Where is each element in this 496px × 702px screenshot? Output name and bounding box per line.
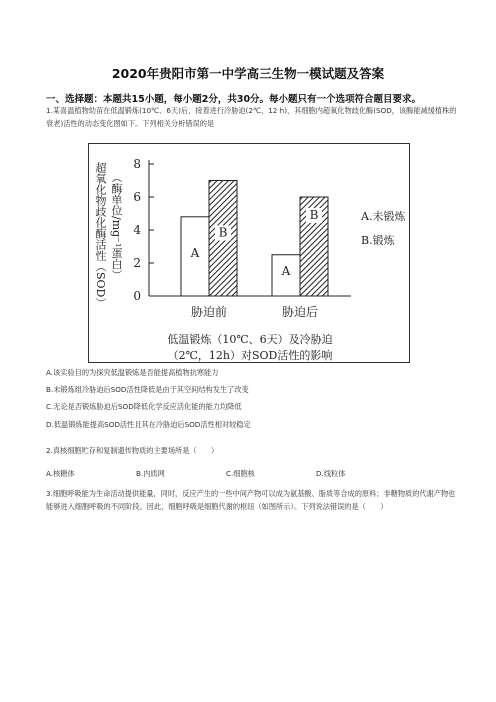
x-category-label: 胁迫前 [190,305,228,319]
bar-chart [89,144,409,362]
q2-options [46,469,466,481]
q1-option-d: D.低温锻炼能提高SOD活性且其在冷胁迫后SOD活性相对较稳定 [46,420,251,429]
bar-label: A [281,263,291,278]
y-tick-label: 0 [133,289,141,303]
chart-ylabel-line1: 超氧化物歧化酶活性（SOD） [94,162,107,309]
question-3-stem: 3.细胞呼吸能为生命活动提供能量，同时，反应产生的一些中间产物可以成为氨基酸、脂质等合成的原料；非糖物质的代谢产物也能够进入细胞呼吸的不同阶段。因此，细胞呼吸是细胞代谢的枢纽（如图所示）。下列说法错误的是（ ） [46,489,456,512]
q2-option-b: B.内质网 [136,469,165,478]
q2-option-a: A.核糖体 [46,469,75,478]
chart-ylabel-line2: （酶单位/mg⁻¹蛋白） [110,172,123,281]
y-tick-label: 6 [133,190,141,204]
legend-item-unexercised: A.未锻炼 [361,210,406,223]
q1-option-a: A.该实验目的为探究低温锻炼是否能提高植物抗寒能力 [46,368,219,377]
y-tick-label: 2 [133,256,141,270]
q1-option-c: C.无论是否锻炼胁迫后SOD降低化学反应活化能的能力均降低 [46,402,242,411]
chart-caption-line2: （2℃，12h）对SOD活性的影响 [167,349,333,362]
q2-option-d: D.线粒体 [316,469,346,478]
y-tick-label: 4 [133,223,141,237]
question-1-stem: 1.某喜温植物幼苗在低温锻炼(10℃、6天)后，接着进行冷胁迫(2℃、12 h)，其细胞内超氧化物歧化酶(SOD，该酶能减缓植株的衰老)活性的动态变化图如下。下列相关分析错误的是 [46,106,457,129]
q2-option-c: C.细胞核 [226,469,255,478]
q1-option-b: B.未锻炼组冷胁迫后SOD活性降低是由于其空间结构发生了改变 [46,385,249,394]
bar-label: A [190,245,200,260]
section-heading: 一、选择题：本题共15小题，每小题2分，共30分。每小题只有一个选项符合题目要求。 [46,94,422,105]
legend-item-exercised: B.锻炼 [361,234,395,247]
page-title: 2020年贵阳市第一中学高三生物一模试题及答案 [111,66,385,81]
chart-caption-line1: 低温锻炼（10℃、6天）及冷胁迫 [167,333,333,346]
bar-label: B [218,225,228,240]
question-2-stem: 2.真核细胞贮存和复制遗传物质的主要场所是（ ） [46,446,219,455]
sod-activity-figure [88,143,410,363]
y-tick-label: 8 [133,157,141,171]
x-category-label: 胁迫后 [281,305,319,319]
bar-label: B [309,208,319,222]
